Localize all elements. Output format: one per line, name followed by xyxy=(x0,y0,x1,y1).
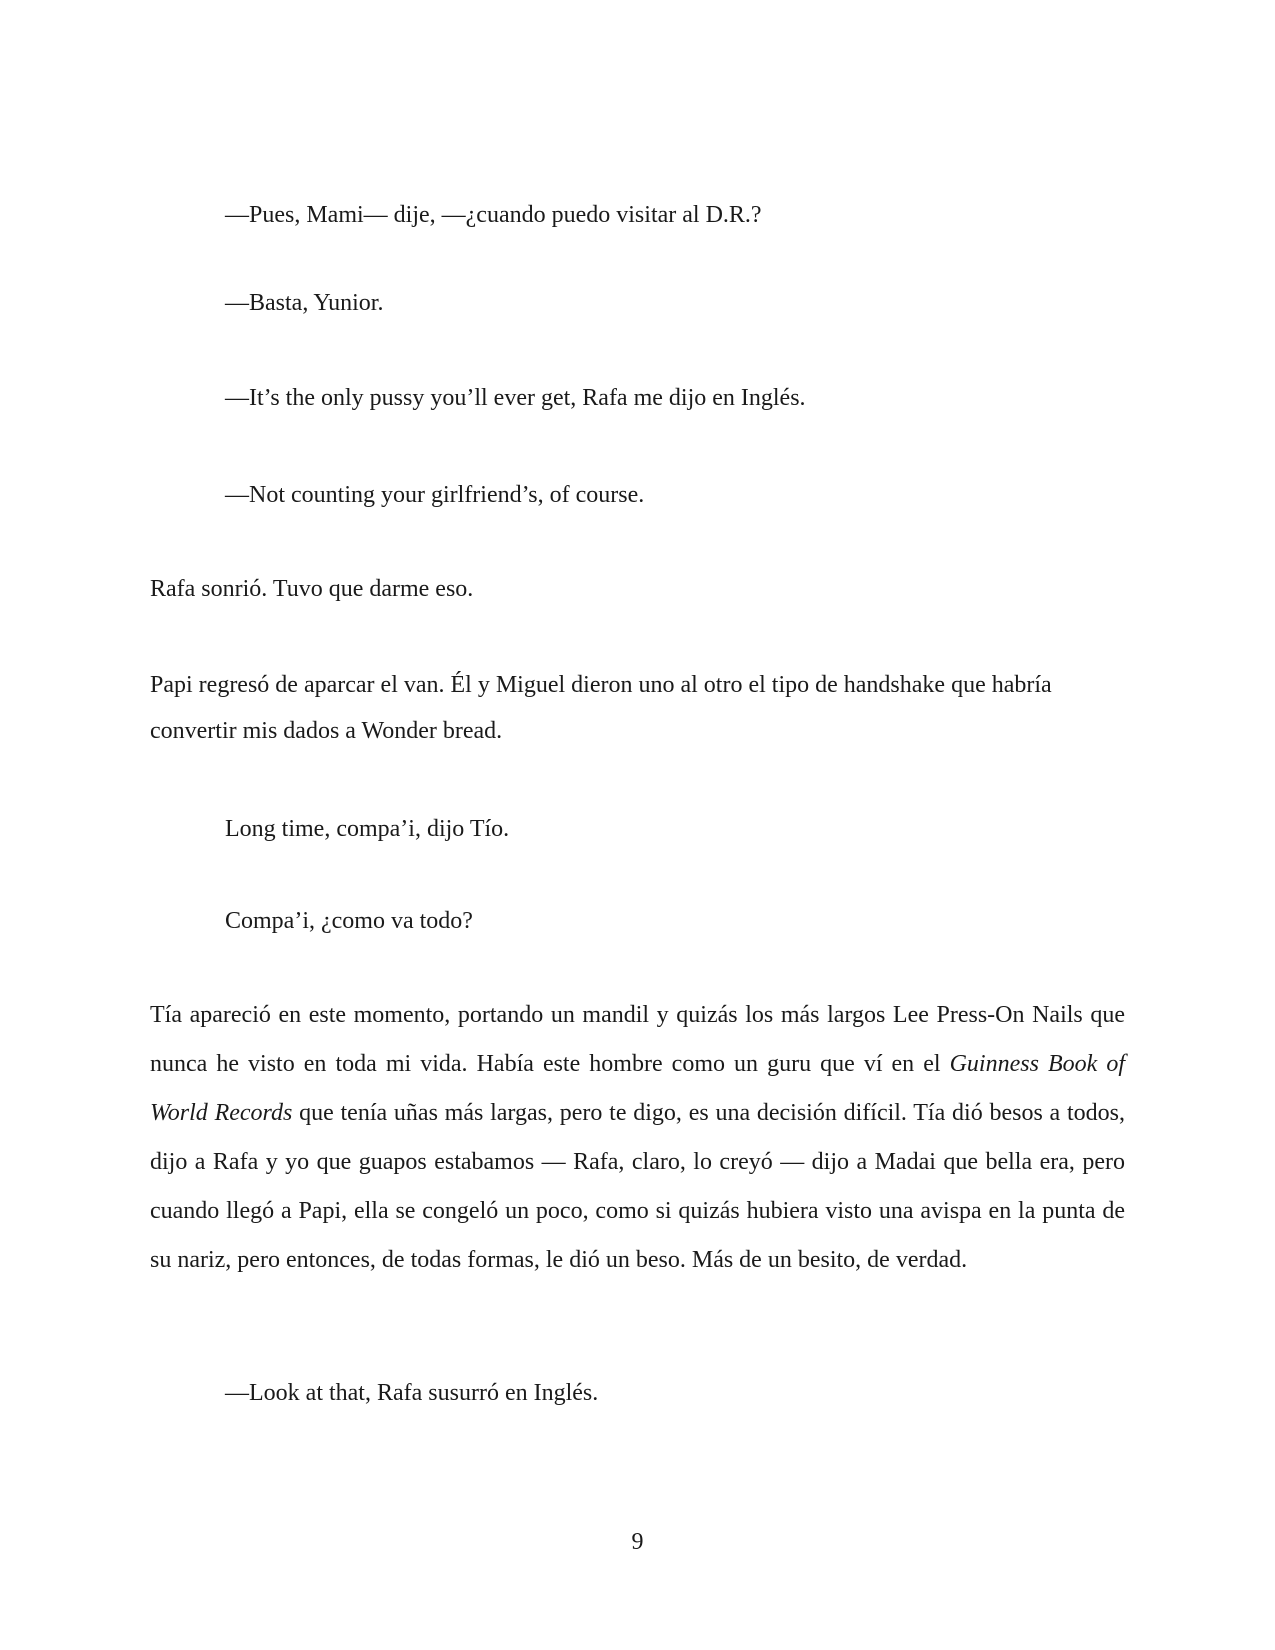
narrative-line: Rafa sonrió. Tuvo que darme eso. xyxy=(150,576,474,602)
dialogue-line: Compa’i, ¿como va todo? xyxy=(225,908,473,934)
dialogue-line: —Basta, Yunior. xyxy=(225,290,384,316)
dialogue-line: —It’s the only pussy you’ll ever get, Rafa me dijo en Inglés. xyxy=(225,385,806,411)
dialogue-line: —Look at that, Rafa susurró en Inglés. xyxy=(225,1380,599,1406)
dialogue-line: —Not counting your girlfriend’s, of course. xyxy=(225,482,645,508)
book-title-italic: Guinness Book of World Records xyxy=(150,1051,1125,1126)
narrative-line: convertir mis dados a Wonder bread. xyxy=(150,718,503,744)
narrative-line: Papi regresó de aparcar el van. Él y Miguel dieron uno al otro el tipo de handshake que habría xyxy=(150,672,1052,698)
dialogue-line: Long time, compa’i, dijo Tío. xyxy=(225,816,510,842)
narrative-paragraph xyxy=(150,991,1125,1285)
dialogue-line: —Pues, Mami— dije, —¿cuando puedo visitar al D.R.? xyxy=(225,202,762,228)
paragraph-text: que tenía uñas más largas, pero te digo, es una decisión difícil. Tía dió besos a todos, dijo a Rafa y yo que guapos estabamos — Rafa, claro, lo creyó — dijo a Madai que bella era, pero cuando llegó a Papi, ella se congeló un poco, como si quizás hubiera visto una avispa en la punta de su nariz, pero entonces, de todas formas, le dió un beso. Más de un besito, de verdad. xyxy=(150,1100,1125,1273)
paragraph-text: Tía apareció en este momento, portando un mandil y quizás los más largos Lee Press-On Nails que nunca he visto en toda mi vida. Había este hombre como un guru que ví en el xyxy=(150,1002,1125,1077)
page-number: 9 xyxy=(631,1529,644,1555)
